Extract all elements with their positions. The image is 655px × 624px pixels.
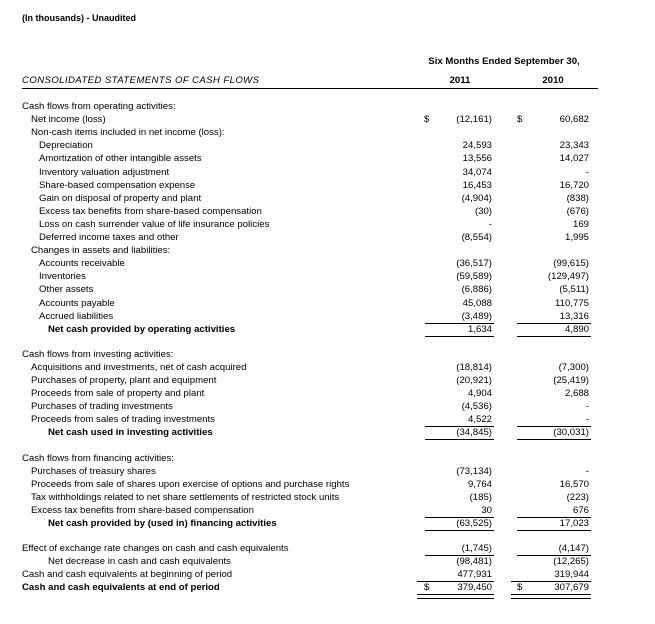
statement-title: CONSOLIDATED STATEMENTS OF CASH FLOWS: [22, 75, 260, 86]
subtotal-rule: [517, 336, 591, 337]
value-2011: 9,764: [467, 478, 492, 490]
row-label: Accounts receivable: [39, 258, 125, 270]
value-2011: (185): [469, 491, 492, 503]
value-2010: 110,775: [555, 297, 589, 309]
row-label: Effect of exchange rate changes on cash and cash equivalents: [22, 543, 289, 555]
row-label: Net cash provided by (used in) financing activities: [48, 518, 277, 529]
value-2010: (676): [566, 205, 589, 217]
value-2010: 60,682: [559, 114, 589, 126]
row-label: Cash and cash equivalents at end of period: [22, 582, 220, 594]
row-label: Cash flows from investing activities:: [22, 348, 174, 360]
value-2011: (36,517): [456, 258, 492, 270]
value-2011: 30: [481, 504, 492, 516]
value-2011: 4,904: [467, 388, 492, 400]
total-double-rule: [511, 594, 591, 599]
row-label: Inventory valuation adjustment: [39, 166, 170, 178]
row-label: Acquisitions and investments, net of cash acquired: [31, 361, 247, 373]
row-label: Purchases of treasury shares: [31, 465, 156, 477]
top-note: (In thousands) - Unaudited: [22, 13, 136, 23]
value-2011: (30): [474, 205, 492, 217]
value-2010: -: [585, 166, 589, 178]
value-2010: (25,419): [553, 375, 589, 386]
value-2011: (73,134): [456, 465, 492, 477]
value-2010: 16,720: [559, 179, 589, 191]
value-2011: 4,522: [467, 414, 492, 426]
value-2011: (4,904): [461, 192, 492, 204]
value-2010: (5,511): [559, 284, 589, 296]
currency-symbol: $: [517, 582, 523, 594]
year-2011-header: 2011: [449, 75, 471, 86]
subtotal-rule: [517, 530, 591, 531]
row-label: Net decrease in cash and cash equivalents: [48, 556, 231, 568]
value-2010: 676: [572, 504, 589, 516]
value-2011: (8,554): [461, 232, 492, 243]
value-2010: (223): [566, 491, 589, 503]
value-2011: 24,593: [462, 140, 492, 152]
value-2011: 379,450: [457, 582, 492, 594]
value-2011: (34,845): [456, 427, 492, 439]
value-2011: 1,634: [467, 323, 492, 335]
value-2010: (838): [566, 192, 589, 204]
value-2011: -: [488, 218, 492, 230]
value-2010: 4,890: [564, 323, 589, 335]
total-double-rule: [417, 594, 494, 599]
row-label: Tax withholdings related to net share settlements of restricted stock units: [31, 491, 340, 503]
row-label: Cash flows from financing activities:: [22, 452, 174, 464]
value-2011: (3,489): [461, 310, 492, 322]
row-label: Proceeds from sale of shares upon exercise of options and purchase rights: [31, 478, 350, 490]
row-label: Purchases of trading investments: [31, 401, 173, 413]
currency-symbol: $: [424, 114, 430, 126]
row-label: Cash flows from operating activities:: [22, 101, 176, 112]
row-label: Proceeds from sale of property and plant: [31, 388, 205, 400]
value-2010: 307,679: [554, 582, 589, 594]
period-header: Six Months Ended September 30,: [428, 56, 580, 67]
value-2011: (98,481): [456, 556, 492, 568]
value-2011: (4,536): [461, 401, 492, 413]
value-2010: (12,265): [553, 556, 589, 568]
value-2010: -: [585, 414, 589, 426]
row-label: Accrued liabilities: [39, 310, 114, 322]
row-label: Share-based compensation expense: [39, 179, 196, 191]
value-2011: 34,074: [462, 166, 492, 178]
value-2011: 16,453: [462, 179, 492, 191]
row-label: Purchases of property, plant and equipment: [31, 375, 217, 386]
value-2011: (63,525): [456, 518, 492, 529]
value-2011: (6,886): [461, 284, 492, 296]
value-2011: (20,921): [456, 375, 492, 386]
value-2010: (129,497): [547, 271, 589, 283]
value-2010: 169: [572, 218, 589, 230]
value-2010: 1,995: [564, 232, 589, 243]
year-2010-header: 2010: [542, 75, 564, 86]
currency-symbol: $: [424, 582, 430, 594]
value-2010: 14,027: [559, 153, 589, 165]
value-2011: 477,931: [457, 569, 492, 581]
row-label: Depreciation: [39, 140, 93, 152]
row-label: Loss on cash surrender value of life insurance policies: [39, 218, 270, 230]
subtotal-rule: [425, 530, 494, 531]
row-label: Proceeds from sales of trading investments: [31, 414, 215, 426]
row-label: Amortization of other intangible assets: [39, 153, 202, 165]
value-2010: -: [585, 465, 589, 477]
row-label: Net cash provided by operating activities: [48, 323, 236, 335]
row-label: Other assets: [39, 284, 94, 296]
row-label: Inventories: [39, 271, 86, 283]
row-label: Accounts payable: [39, 297, 115, 309]
value-2010: (4,147): [558, 543, 589, 555]
value-2010: (99,615): [553, 258, 589, 270]
value-2011: 13,556: [462, 153, 492, 165]
value-2010: 17,023: [559, 518, 589, 529]
total-top-rule: [417, 581, 494, 582]
row-label: Gain on disposal of property and plant: [39, 192, 202, 204]
value-2010: -: [585, 401, 589, 413]
row-label: Cash and cash equivalents at beginning of period: [22, 569, 233, 581]
row-label: Excess tax benefits from share-based compensation: [39, 205, 262, 217]
row-label: Net income (loss): [31, 114, 106, 126]
value-2010: 2,688: [564, 388, 589, 400]
value-2011: (12,161): [456, 114, 492, 126]
subtotal-rule: [517, 439, 591, 440]
row-label: Deferred income taxes and other: [39, 232, 179, 243]
row-label: Non-cash items included in net income (loss):: [31, 127, 225, 139]
value-2010: 13,316: [559, 310, 589, 322]
value-2010: 319,944: [554, 569, 589, 581]
row-label: Changes in assets and liabilities:: [31, 245, 171, 257]
value-2010: (7,300): [558, 361, 589, 373]
currency-symbol: $: [517, 114, 523, 126]
value-2010: (30,031): [553, 427, 589, 439]
value-2011: (59,589): [456, 271, 492, 283]
subtotal-rule: [425, 439, 494, 440]
value-2011: (1,745): [461, 543, 492, 555]
subtotal-rule: [425, 336, 494, 337]
value-2010: 16,570: [559, 478, 589, 490]
value-2011: (18,814): [456, 361, 492, 373]
header-rule: [22, 88, 598, 89]
value-2011: 45,088: [462, 297, 492, 309]
total-top-rule: [511, 581, 591, 582]
row-label: Excess tax benefits from share-based compensation: [31, 504, 254, 516]
value-2010: 23,343: [559, 140, 589, 152]
row-label: Net cash used in investing activities: [48, 427, 213, 439]
